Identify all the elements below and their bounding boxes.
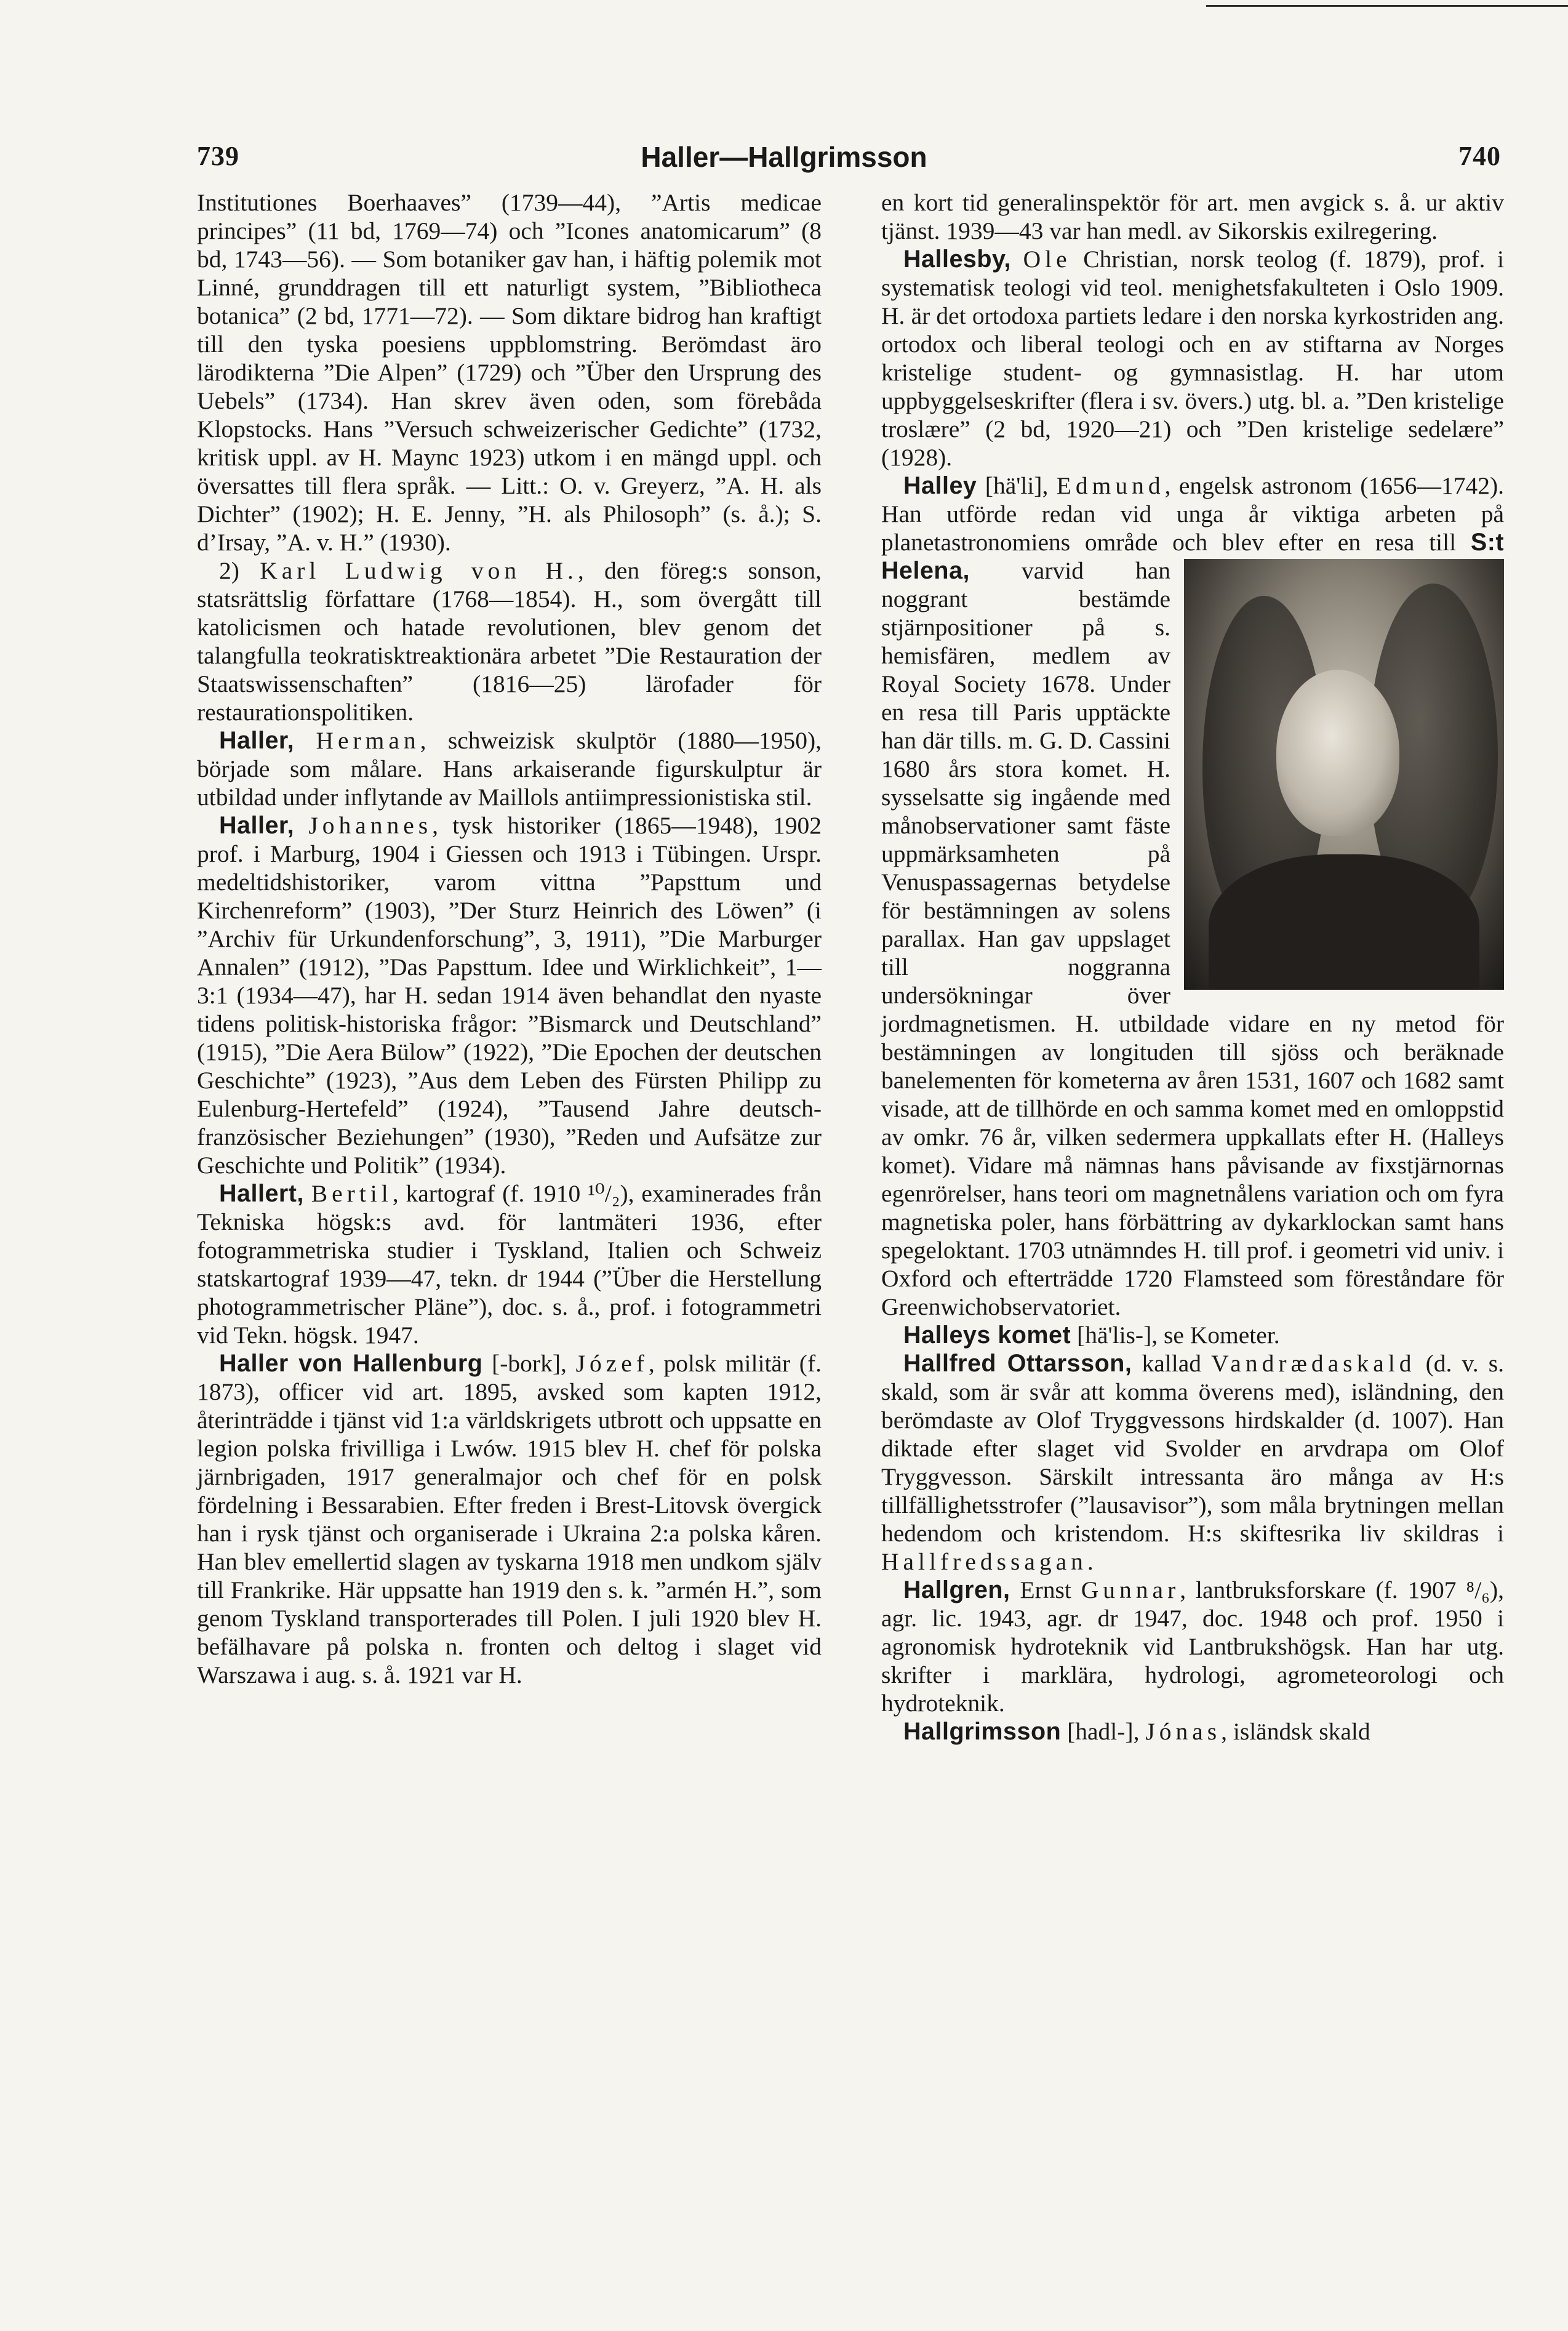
page-header — [0, 140, 1568, 183]
entry-text: Ernst — [1010, 1576, 1081, 1603]
left-column — [197, 188, 822, 1689]
entry-text: , den föreg:s sonson, statsrättslig författare (1768—1854). H., som övergått till katolicismen och hatade revolutionen, blev genom det talangfulla teokratisktreaktionära arbetet ”Die Restauration der Staatswissenschaften” (1816—25) lärofader för restaurationspolitiken. — [197, 557, 822, 726]
place-name: S:t Helena, — [881, 529, 1504, 584]
entry-text: (d. v. s. skald, som är svår att komma överens med), isländning, den berömdaste av Olof Tryggvessons hirdskalder (d. 1007). Han diktade efter slaget vid Svolder en arvdrapa om Olof Tryggvesson. Särskilt intressanta äro många av H:s tillfällighetsstrofer (”lausavisor”), som måla brytningen mellan hedendom och kristendom. H:s skiftesrika liv skildras i — [881, 1350, 1504, 1547]
entry-hallert-bertil — [197, 1179, 822, 1349]
entry-hallesby-ole — [881, 245, 1504, 471]
entry-haller-johannes — [197, 811, 822, 1179]
headword: Haller, — [219, 727, 295, 754]
headword: Haller, — [219, 812, 295, 839]
entry-haller-karl-ludwig — [197, 556, 822, 726]
entry-haller-herman — [197, 726, 822, 811]
headword: Hallert, — [219, 1180, 304, 1207]
entry-text: , polsk militär (f. 1873), officer vid art. 1895, avsked som kapten 1912, återinträdde i tjänst vid 1:a världskrigets utbrott och uppsatte en legion polska frivilliga i Lwów. 1915 blev H. chef för polska järnbrigaden, 1917 generalmajor och chef för en polsk fördelning i Bessarabien. Efter freden i Brest-Litovsk övergick han i rysk tjänst och organiserade i Ukraina 2:a polska kåren. Han blev emellertid slagen av tyskarna 1918 men undkom själv till Frankrike. Här uppsatte han 1919 den s. k. ”armén H.”, som genom Tyskland transporterades till Polen. I juli 1920 blev H. befälhavare på polska n. fronten och deltog i slaget vid Warszawa i aug. s. å. 1921 var H. — [197, 1350, 822, 1688]
pronunciation: [-bork], — [482, 1350, 576, 1377]
entry-text: , isländsk skald — [1221, 1718, 1370, 1745]
halley-portrait-image — [1184, 559, 1504, 990]
headword: Haller von Hallenburg — [219, 1350, 483, 1377]
entry-hallfred-ottarsson — [881, 1349, 1504, 1576]
running-head: Haller—Hallgrimsson — [641, 141, 927, 173]
entry-haller-von-hallenburg-continued: en kort tid generalinspektör för art. men avgick s. å. ur aktiv tjänst. 1939—43 var han medl. av Sikorskis exilregering. — [881, 189, 1504, 244]
entry-text: varvid han noggrant bestämde stjärnpositioner på s. hemisfären, medlem av Royal Society 1678. Under en resa till Paris upptäckte han där tills. m. G. D. Cassini 1680 års stora komet. H. sysselsatte sig ingående med månobservationer samt fäste uppmärksamheten på Venuspassagernas betydelse för bestämningen av solens parallax. Han gav uppslaget till noggranna undersökningar över jordmagnetismen. H. utbildade vidare en ny metod för bestämningen av longituden till sjöss och beräknade banelementen för kometerna av åren 1531, 1607 och 1682 samt visade, att de tillhörde en och samma komet med en omloppstid av omkr. 76 år, vilken sedermera uppkallats efter H. (Halleys komet). Vidare må nämnas hans påvisande av fixstjärnornas egenrörelser, hans teori om magnetnålens variation och om fyra magnetiska poler, hans förbättring av dykarklockan samt hans spegeloktant. 1703 utnämndes H. till prof. i geometri vid univ. i Oxford och efterträdde 1720 Flamsteed som föreståndare för Greenwichobservatoriet. — [881, 557, 1504, 1320]
entry-halleys-komet — [881, 1321, 1504, 1349]
entry-text: [hä'lis-], se Kometer. — [1071, 1322, 1280, 1349]
pronunciation: [hadl-], — [1061, 1718, 1146, 1745]
person-name: Herman — [316, 727, 420, 754]
person-name: Johannes — [308, 812, 433, 839]
coat-shape — [1209, 854, 1479, 990]
headword: Hallfred Ottarsson, — [903, 1350, 1132, 1377]
person-name: Józef — [575, 1350, 649, 1377]
headword: Hallgren, — [903, 1576, 1010, 1603]
entry-text: Christian, norsk teolog (f. 1879), prof. i systematisk teologi vid teol. menighetsfakulteten i Oslo 1909. H. är det ortodoxa partiets ledare i den norska kyrkostriden ang. ortodox och liberal teologi och en av stiftarna av Norges kristelige student- og gymnasistlag. H. har utom uppbyggelseskrifter (flera i sv. övers.) utg. bl. a. ”Den kristelige troslære” (2 bd, 1920—21) och ”Den kristelige sedelære” (1928). — [881, 246, 1505, 471]
headword: Hallesby, — [903, 246, 1012, 273]
right-column — [881, 188, 1504, 1746]
saga-name: Hallfredssagan — [881, 1548, 1087, 1575]
entry-halley-edmund — [881, 471, 1504, 1321]
headword: Halleys komet — [903, 1322, 1071, 1349]
entry-text: , kartograf (f. 1910 ¹⁰/₂), examinerades från Tekniska högsk:s avd. för lantmäteri 1936, efter fotogrammetriska studier i Tyskland, Italien och Schweiz statskartograf 1939—47, tekn. dr 1944 (”Über die Herstellung photogrammetrischer Pläne”), doc. s. å., prof. i fotogrammetri vid Tekn. högsk. 1947. — [197, 1180, 822, 1349]
entry-text: , tysk historiker (1865—1948), 1902 prof. i Marburg, 1904 i Giessen och 1913 i Tübingen. Urspr. medeltidshistoriker, varom vittna ”Papsttum und Kirchenreform” (1903), ”Der Sturz Heinrich des Löwen” (i ”Archiv für Urkundenforschung”, 3, 1911), ”Die Marburger Annalen” (1912), ”Das Papsttum. Idee und Wirklichkeit”, 1—3:1 (1934—47), har H. sedan 1914 även behandlat den nyaste tidens politisk-historiska frågor: ”Bismarck und Deutschland” (1915), ”Die Aera Bülow” (1922), ”Die Epochen der deutschen Geschichte” (1923), ”Aus dem Leben des Fürsten Philipp zu Eulenburg-Hertefeld” (1924), ”Tausend Jahre deutsch-französischer Beziehungen” (1930), ”Reden und Aufsätze zur Geschichte und Politik” (1934). — [197, 812, 822, 1179]
headword: Hallgrimsson — [903, 1718, 1062, 1745]
entry-text: kallad — [1132, 1350, 1212, 1377]
person-name: Bertil — [311, 1180, 393, 1207]
entry-haller-albrecht-continued: Institutiones Boerhaaves” (1739—44), ”Artis medicae principes” (11 bd, 1769—74) och ”Icones anatomicarum” (8 bd, 1743—56). — Som botaniker gav han, i häftig polemik mot Linné, grunddragen till ett naturligt system, ”Bibliotheca botanica” (2 bd, 1771—72). — Som diktare bidrog han kraftigt till den tyska poesiens uppblomstring. Berömdast äro lärodikterna ”Die Alpen” (1729) och ”Über den Ursprung des Uebels” (1734). Han skrev även oden, som förebåda Klopstocks. Hans ”Versuch schweizerischer Gedichte” (1732, kritisk uppl. av H. Maync 1923) utkom i en mängd uppl. och översattes till flera språk. — Litt.: O. v. Greyerz, ”A. H. als Dichter” (1902); H. E. Jenny, ”H. als Philosoph” (s. å.); S. d’Irsay, ”A. v. H.” (1930). — [197, 189, 822, 556]
person-name: Edmund — [1056, 472, 1165, 499]
person-name: Vandrædaskald — [1211, 1350, 1416, 1377]
entry-text: , engelsk astronom (1656—1742). Han utförde redan vid unga år viktiga arbeten på planetastronomiens område och blev efter en resa till — [881, 472, 1504, 556]
entry-text: . — [1087, 1548, 1094, 1575]
entry-hallgrimsson-jonas — [881, 1717, 1504, 1746]
page-number-left: 739 — [197, 141, 239, 171]
entry-text: , schweizisk skulptör (1880—1950), började som målare. Hans arkaiserande figurskulptur är utbildad under inflytande av Maillols antiimpressionistiska stil. — [197, 727, 822, 811]
page-number-right: 740 — [1458, 141, 1501, 171]
pronunciation: [hä'li], — [977, 472, 1057, 499]
entry-text: , lantbruksforskare (f. 1907 ⁸/₆), agr. lic. 1943, agr. dr 1947, doc. 1948 och prof. 1950 i agronomisk hydroteknik vid Lantbrukshögsk. Han har utg. skrifter i marklära, hydrologi, agrometeorologi och hydroteknik. — [881, 1576, 1504, 1717]
entry-number: 2) — [219, 557, 260, 584]
entry-hallgren-gunnar — [881, 1576, 1504, 1717]
person-name: Karl Ludwig von H. — [260, 557, 578, 584]
face-shape — [1276, 670, 1399, 836]
person-name: Jónas — [1145, 1718, 1222, 1745]
entry-haller-von-hallenburg — [197, 1349, 822, 1689]
person-name: Gunnar — [1081, 1576, 1180, 1603]
top-rule — [1206, 5, 1568, 7]
headword: Halley — [903, 472, 977, 499]
person-name: Ole — [1023, 246, 1071, 273]
